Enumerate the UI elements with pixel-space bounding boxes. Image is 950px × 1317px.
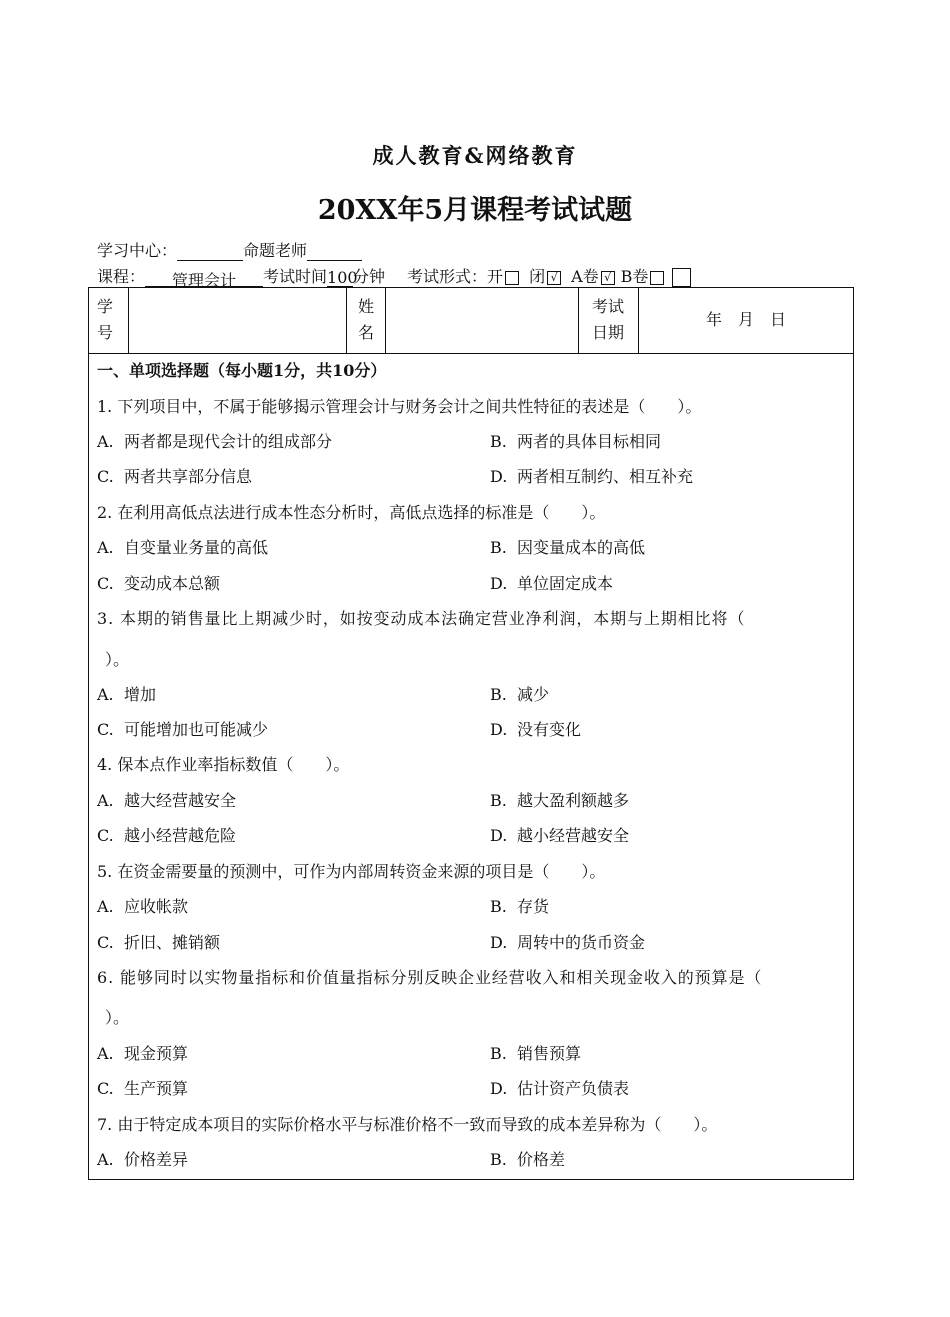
teacher-label: 命题老师 [243, 241, 308, 260]
option-b: B. 减少 [490, 685, 550, 704]
option-d: D. 单位固定成本 [490, 574, 614, 593]
exam-title: 20XX年5月课程考试试题 [317, 195, 633, 226]
time-label: 考试时间 [263, 267, 328, 286]
option-b: B. 存货 [490, 897, 550, 916]
course-value: 管理会计 [145, 268, 263, 287]
time-value: 100 [327, 268, 358, 287]
option-d: D. 估计资产负债表 [490, 1079, 630, 1098]
question-stem-continued: ）。 [105, 650, 130, 669]
form-label: 考试形式：开 [407, 267, 504, 286]
option-c: C. 可能增加也可能减少 [97, 720, 269, 739]
option-a: A. 价格差异 [97, 1150, 189, 1169]
option-c: C. 折旧、摊销额 [97, 933, 221, 952]
option-d: D. 没有变化 [490, 720, 582, 739]
name-field[interactable] [386, 288, 578, 354]
a-paper-label: A卷 [571, 267, 599, 286]
option-a: A. 越大经营越安全 [97, 791, 237, 810]
option-d: D. 周转中的货币资金 [490, 933, 646, 952]
closed-checkbox[interactable]: √ [547, 271, 561, 285]
time-unit: 分钟 [353, 267, 386, 286]
center-blank [177, 242, 243, 261]
org-title: 成人教育&网络教育 [372, 143, 578, 168]
center-label: 学习中心： [97, 241, 178, 260]
b-paper-label: B卷 [620, 267, 649, 286]
open-checkbox[interactable] [505, 271, 519, 285]
option-a: A. 增加 [97, 685, 157, 704]
question-stem: 4. 保本点作业率指标数值（ ）。 [97, 755, 350, 774]
teacher-blank [307, 242, 362, 261]
info-line-1 [97, 238, 362, 261]
option-d: D. 两者相互制约、相互补充 [490, 467, 694, 486]
question-stem: 1. 下列项目中，不属于能够揭示管理会计与财务会计之间共性特征的表述是（ ）。 [97, 397, 702, 416]
student-no-field[interactable] [129, 288, 346, 354]
option-c: C. 两者共享部分信息 [97, 467, 253, 486]
exam-date-value[interactable]: 年 月 日 [705, 310, 786, 329]
question-stem-continued: ）。 [105, 1008, 130, 1027]
option-b: B. 价格差 [490, 1150, 566, 1169]
name-label: 姓名 [357, 297, 374, 342]
option-c: C. 变动成本总额 [97, 574, 221, 593]
divider [346, 287, 347, 354]
option-a: A. 自变量业务量的高低 [97, 538, 269, 557]
question-stem: 2. 在利用高低点法进行成本性态分析时，高低点选择的标准是（ ）。 [97, 503, 606, 522]
closed-label: 闭 [529, 267, 546, 286]
option-b: B. 销售预算 [490, 1044, 582, 1063]
question-stem: 3. 本期的销售量比上期减少时，如按变动成本法确定营业净利润，本期与上期相比将（ [97, 609, 746, 628]
question-stem: 6. 能够同时以实物量指标和价值量指标分别反映企业经营收入和相关现金收入的预算是（ [97, 968, 763, 987]
question-stem: 7. 由于特定成本项目的实际价格水平与标准价格不一致而导致的成本差异称为（ ）。 [97, 1115, 718, 1134]
exam-date-label: 考试日期 [591, 297, 624, 342]
course-label: 课程： [97, 267, 146, 286]
option-d: D. 越小经营越安全 [490, 826, 630, 845]
extra-box [672, 268, 691, 287]
option-a: A. 应收帐款 [97, 897, 189, 916]
student-no-label: 学号 [96, 297, 113, 342]
question-stem: 5. 在资金需要量的预测中，可作为内部周转资金来源的项目是（ ）。 [97, 862, 606, 881]
info-line-2 [97, 264, 691, 290]
section-title: 一、单项选择题（每小题1分，共10分） [97, 361, 387, 380]
option-c: C. 生产预算 [97, 1079, 189, 1098]
option-a: A. 现金预算 [97, 1044, 189, 1063]
option-b: B. 因变量成本的高低 [490, 538, 646, 557]
divider [578, 287, 579, 354]
option-b: B. 越大盈利额越多 [490, 791, 630, 810]
option-c: C. 越小经营越危险 [97, 826, 237, 845]
option-b: B. 两者的具体目标相同 [490, 432, 662, 451]
b-paper-checkbox[interactable] [650, 271, 664, 285]
a-paper-checkbox[interactable]: √ [601, 271, 615, 285]
option-a: A. 两者都是现代会计的组成部分 [97, 432, 333, 451]
